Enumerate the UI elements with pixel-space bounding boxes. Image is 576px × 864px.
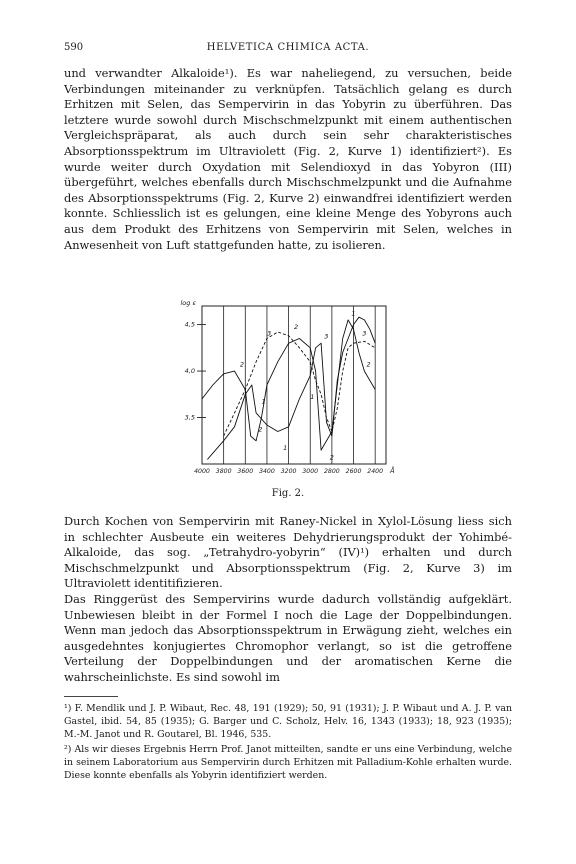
curve-number-label: 2 (329, 453, 334, 462)
curve-number-label: 1 (351, 309, 356, 318)
curve-3-line (224, 329, 376, 436)
x-tick-label: 3800 (215, 468, 232, 475)
page-header (64, 42, 512, 56)
paragraph-2-block (64, 514, 512, 592)
footnote-rule (64, 696, 118, 697)
paragraph-1: und verwandter Alkaloide¹). Es war naheliegend, zu versuchen, beide Verbindungen miteinander zu verknüpfen. Tatsächlich gelang es durch Erhitzen mit Selen, das Sempervirin in das Yobyrin zu überführen. Das letztere wurde sowohl durch Mischschmelzpunkt mit einem authentischen Vergleichspräparat, als auch durch sein sehr charakteristisches Absorptionsspektrum im Ultraviolett (Fig. 2, Kurve 1) identifiziert²). Es wurde weiter durch Oxydation mit Selendioxyd in das Yobyron (III) übergeführt, welches ebenfalls durch Mischschmelzpunkt und die Aufnahme des Absorptionsspektrums (Fig. 2, Kurve 2) einwandfrei identifiziert werden konnte. Schliesslich ist es gelungen, eine kleine Menge des Yobyrons auch aus dem Produkt des Erhitzens von Sempervirin mit Selen, welches in Anwesenheit von Luft stattgefunden hatte, zu isolieren. (64, 66, 512, 252)
curve-number-label: 1 (261, 397, 266, 406)
x-tick-label: 2600 (345, 468, 362, 475)
y-tick-label: 4,0 (184, 367, 195, 376)
x-tick-label: 3600 (237, 468, 254, 475)
paragraph-3: Das Ringgerüst des Sempervirins wurde dadurch vollständig aufgeklärt. Unbewiesen bleibt in der Formel I noch die Lage der Doppelbindungen. Wenn man jedoch das Absorptionsspektrum in Erwägung zieht, welches ein ausgedehntes konjugiertes Chromophor verlangt, so ist die getroffene Verteilung der Doppelbindungen und der aromatischen Kerne die wahrscheinlichste. Es sind sowohl im (64, 592, 512, 684)
curve-number-label: 2 (258, 425, 263, 434)
footnote-1: ¹) F. Mendlik und J. P. Wibaut, Rec. 48, 191 (1929); 50, 91 (1931); J. P. Wibaut und A. J. P. van Gastel, ibid. 54, 85 (1935); G. Barger und C. Scholz, Helv. 16, 1343 (1933); 18, 923 (1935); M.-M. Janot und R. Goutarel, Bl. 1946, 535. (64, 703, 512, 740)
curve-number-label: 3 (266, 329, 272, 338)
figure-caption: Fig. 2. (271, 488, 305, 499)
paragraph-1-block (64, 66, 512, 253)
paragraph-2: Durch Kochen von Sempervirin mit Raney-Nickel in Xylol-Lösung liess sich in schlechter Ausbeute ein weiteres Dehydrierungsprodukt der Yohimbé-Alkaloide, das sog. „Tetrahydro-yobyrin“ (IV)¹) erhalten und durch Mischschmelzpunkt und Absorptionsspektrum (Fig. 2, Kurve 3) im Ultraviolett identitifizieren. (64, 514, 512, 591)
curve-number-label: 1 (310, 392, 315, 401)
journal-title: HELVETICA CHIMICA ACTA. (206, 42, 370, 53)
x-tick-label: 2800 (324, 468, 340, 475)
y-tick-label: 3,5 (184, 413, 195, 422)
x-tick-label: 3200 (280, 468, 297, 475)
absorption-spectrum-chart (160, 296, 416, 486)
curve-number-label: 2 (294, 323, 299, 332)
x-tick-label: 4000 (194, 468, 210, 475)
footnote-2: ²) Als wir dieses Ergebnis Herrn Prof. Janot mitteilten, sandte er uns eine Verbindung, welche in seinem Laboratorium aus Sempervirin durch Erhitzen mit Palladium-Kohle erhalten wurde. Diese konnte ebenfalls als Yobyrin identifiziert werden. (64, 744, 512, 781)
curve-number-label: 3 (362, 329, 367, 338)
curve-number-label: 1 (283, 444, 288, 453)
curve-number-label: 3 (324, 332, 329, 341)
curve-number-label: 2 (366, 360, 371, 369)
x-tick-label: 3400 (259, 468, 275, 475)
x-axis-unit: Å (390, 467, 395, 475)
footnotes (64, 702, 512, 782)
curve-number-label: 2 (239, 360, 245, 369)
curve-1-line (207, 317, 375, 462)
x-tick-label: 2400 (367, 468, 384, 475)
x-tick-label: 3000 (302, 468, 319, 475)
y-axis-label: log ε (180, 299, 196, 307)
page-number: 590 (64, 42, 84, 53)
paragraph-3-block (64, 592, 512, 686)
y-tick-label: 4,5 (184, 320, 195, 329)
